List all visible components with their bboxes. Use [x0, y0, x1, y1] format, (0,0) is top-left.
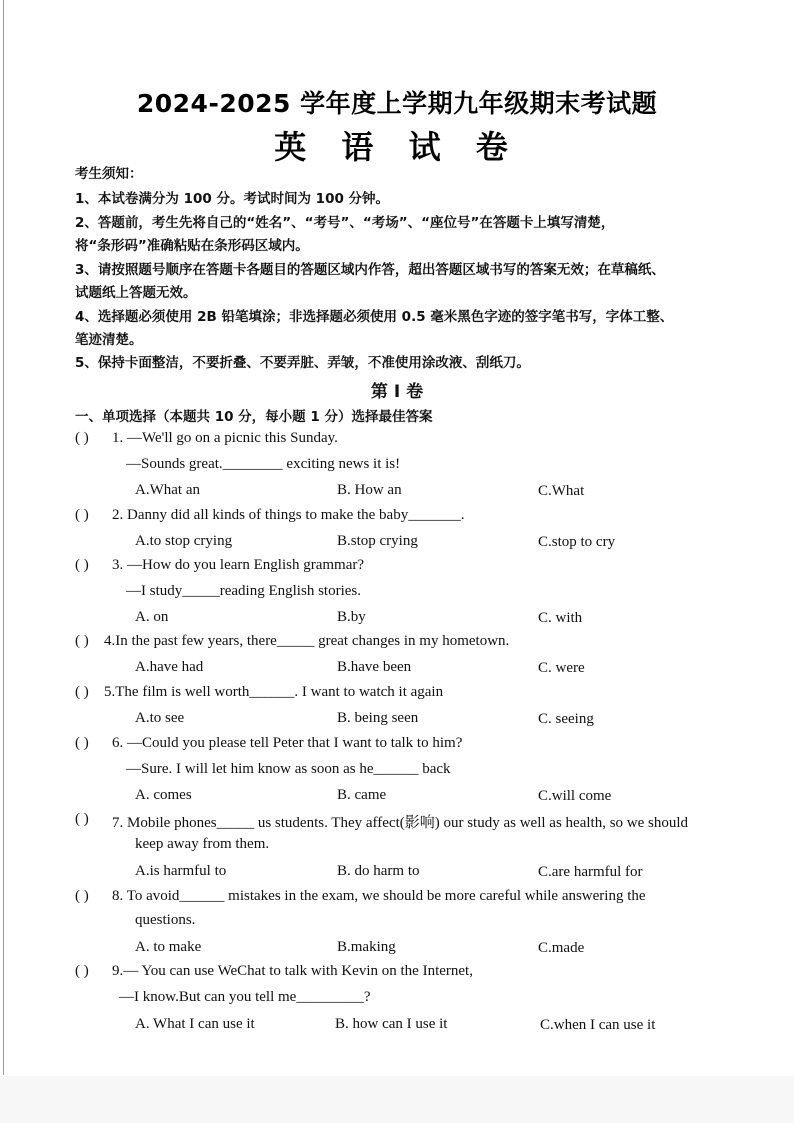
option-c: C. seeing [538, 711, 594, 727]
question-text: —I know.But can you tell me_________? [119, 989, 371, 1005]
volume-title: 第 I 卷 [370, 382, 424, 402]
notice-line: 笔迹清楚。 [75, 332, 143, 348]
notice-line: 将“条形码”准确粘贴在条形码区域内。 [75, 238, 309, 254]
question-text: 6. —Could you please tell Peter that I want to talk to him? [112, 735, 463, 751]
page-bottom-margin [0, 1076, 794, 1123]
option-a: A.is harmful to [135, 863, 227, 879]
option-a: A.What an [135, 482, 200, 498]
notice-line: 试题纸上答题无效。 [75, 285, 197, 301]
option-b: B.making [337, 939, 396, 955]
option-b: B. do harm to [337, 863, 420, 879]
question-text: questions. [135, 912, 196, 928]
option-c: C.made [538, 940, 585, 956]
notice-line: 1、本试卷满分为 100 分。考试时间为 100 分钟。 [75, 191, 390, 207]
question-text: 7. Mobile phones_____ us students. They affect(影响) our study as well as health, so we should [112, 815, 689, 831]
option-b: B.have been [337, 659, 412, 675]
answer-bracket[interactable]: ( ) [75, 963, 89, 979]
option-c: C.are harmful for [538, 864, 643, 880]
option-c: C.stop to cry [538, 534, 616, 550]
option-a: A. comes [135, 787, 192, 803]
option-a: A. What I can use it [135, 1016, 255, 1032]
option-b: B. being seen [337, 710, 419, 726]
question-text: —I study_____reading English stories. [126, 583, 361, 599]
answer-bracket[interactable]: ( ) [75, 633, 89, 649]
question-text: 5.The film is well worth______. I want to watch it again [104, 684, 444, 700]
option-c: C.What [538, 483, 585, 499]
question-text: 8. To avoid______ mistakes in the exam, we should be more careful while answering the [112, 888, 646, 904]
question-text: —Sure. I will let him know as soon as he______ back [126, 761, 451, 777]
notice-line: 2、答题前，考生先将自己的“姓名”、“考号”、“考场”、“座位号”在答题卡上填写清楚， [75, 215, 615, 231]
option-c: C. with [538, 610, 583, 626]
answer-bracket[interactable]: ( ) [75, 735, 89, 751]
option-b: B.by [337, 609, 366, 625]
answer-bracket[interactable]: ( ) [75, 430, 89, 446]
option-a: A.to stop crying [135, 533, 233, 549]
question-text: 9.— You can use WeChat to talk with Kevin on the Internet, [112, 963, 473, 979]
option-b: B. How an [337, 482, 402, 498]
notice-line: 5、保持卡面整洁，不要折叠、不要弄脏、弄皱，不准使用涂改液、刮纸刀。 [75, 355, 530, 371]
notice-line: 3、请按照题号顺序在答题卡各题目的答题区域内作答，超出答题区域书写的答案无效；在草稿纸、 [75, 262, 665, 278]
question-text: 1. —We'll go on a picnic this Sunday. [112, 430, 338, 446]
answer-bracket[interactable]: ( ) [75, 811, 89, 827]
option-c: C. were [538, 660, 585, 676]
answer-bracket[interactable]: ( ) [75, 684, 89, 700]
option-b: B. came [337, 787, 387, 803]
section-title: 一、单项选择（本题共 10 分，每小题 1 分）选择最佳答案 [75, 409, 433, 425]
question-text: —Sounds great.________ exciting news it is! [126, 456, 401, 472]
option-a: A. to make [135, 939, 202, 955]
exam-title: 2024-2025 学年度上学期九年级期末考试题 [136, 89, 658, 118]
answer-bracket[interactable]: ( ) [75, 557, 89, 573]
option-a: A.have had [135, 659, 204, 675]
notice-heading: 考生须知： [75, 166, 143, 182]
subject-title: 英 语 试 卷 [274, 128, 520, 166]
option-a: A.to see [135, 710, 185, 726]
option-b: B. how can I use it [335, 1016, 448, 1032]
option-c: C.when I can use it [540, 1017, 656, 1033]
answer-bracket[interactable]: ( ) [75, 507, 89, 523]
question-text: 2. Danny did all kinds of things to make the baby_______. [112, 507, 465, 523]
option-b: B.stop crying [337, 533, 418, 549]
question-text: 4.In the past few years, there_____ great changes in my hometown. [104, 633, 510, 649]
notice-line: 4、选择题必须使用 2B 铅笔填涂；非选择题必须使用 0.5 毫米黑色字迹的签字笔书写，字体工整、 [75, 309, 674, 325]
question-text: keep away from them. [135, 836, 270, 852]
option-a: A. on [135, 609, 169, 625]
question-text: 3. —How do you learn English grammar? [112, 557, 365, 573]
answer-bracket[interactable]: ( ) [75, 888, 89, 904]
option-c: C.will come [538, 788, 612, 804]
